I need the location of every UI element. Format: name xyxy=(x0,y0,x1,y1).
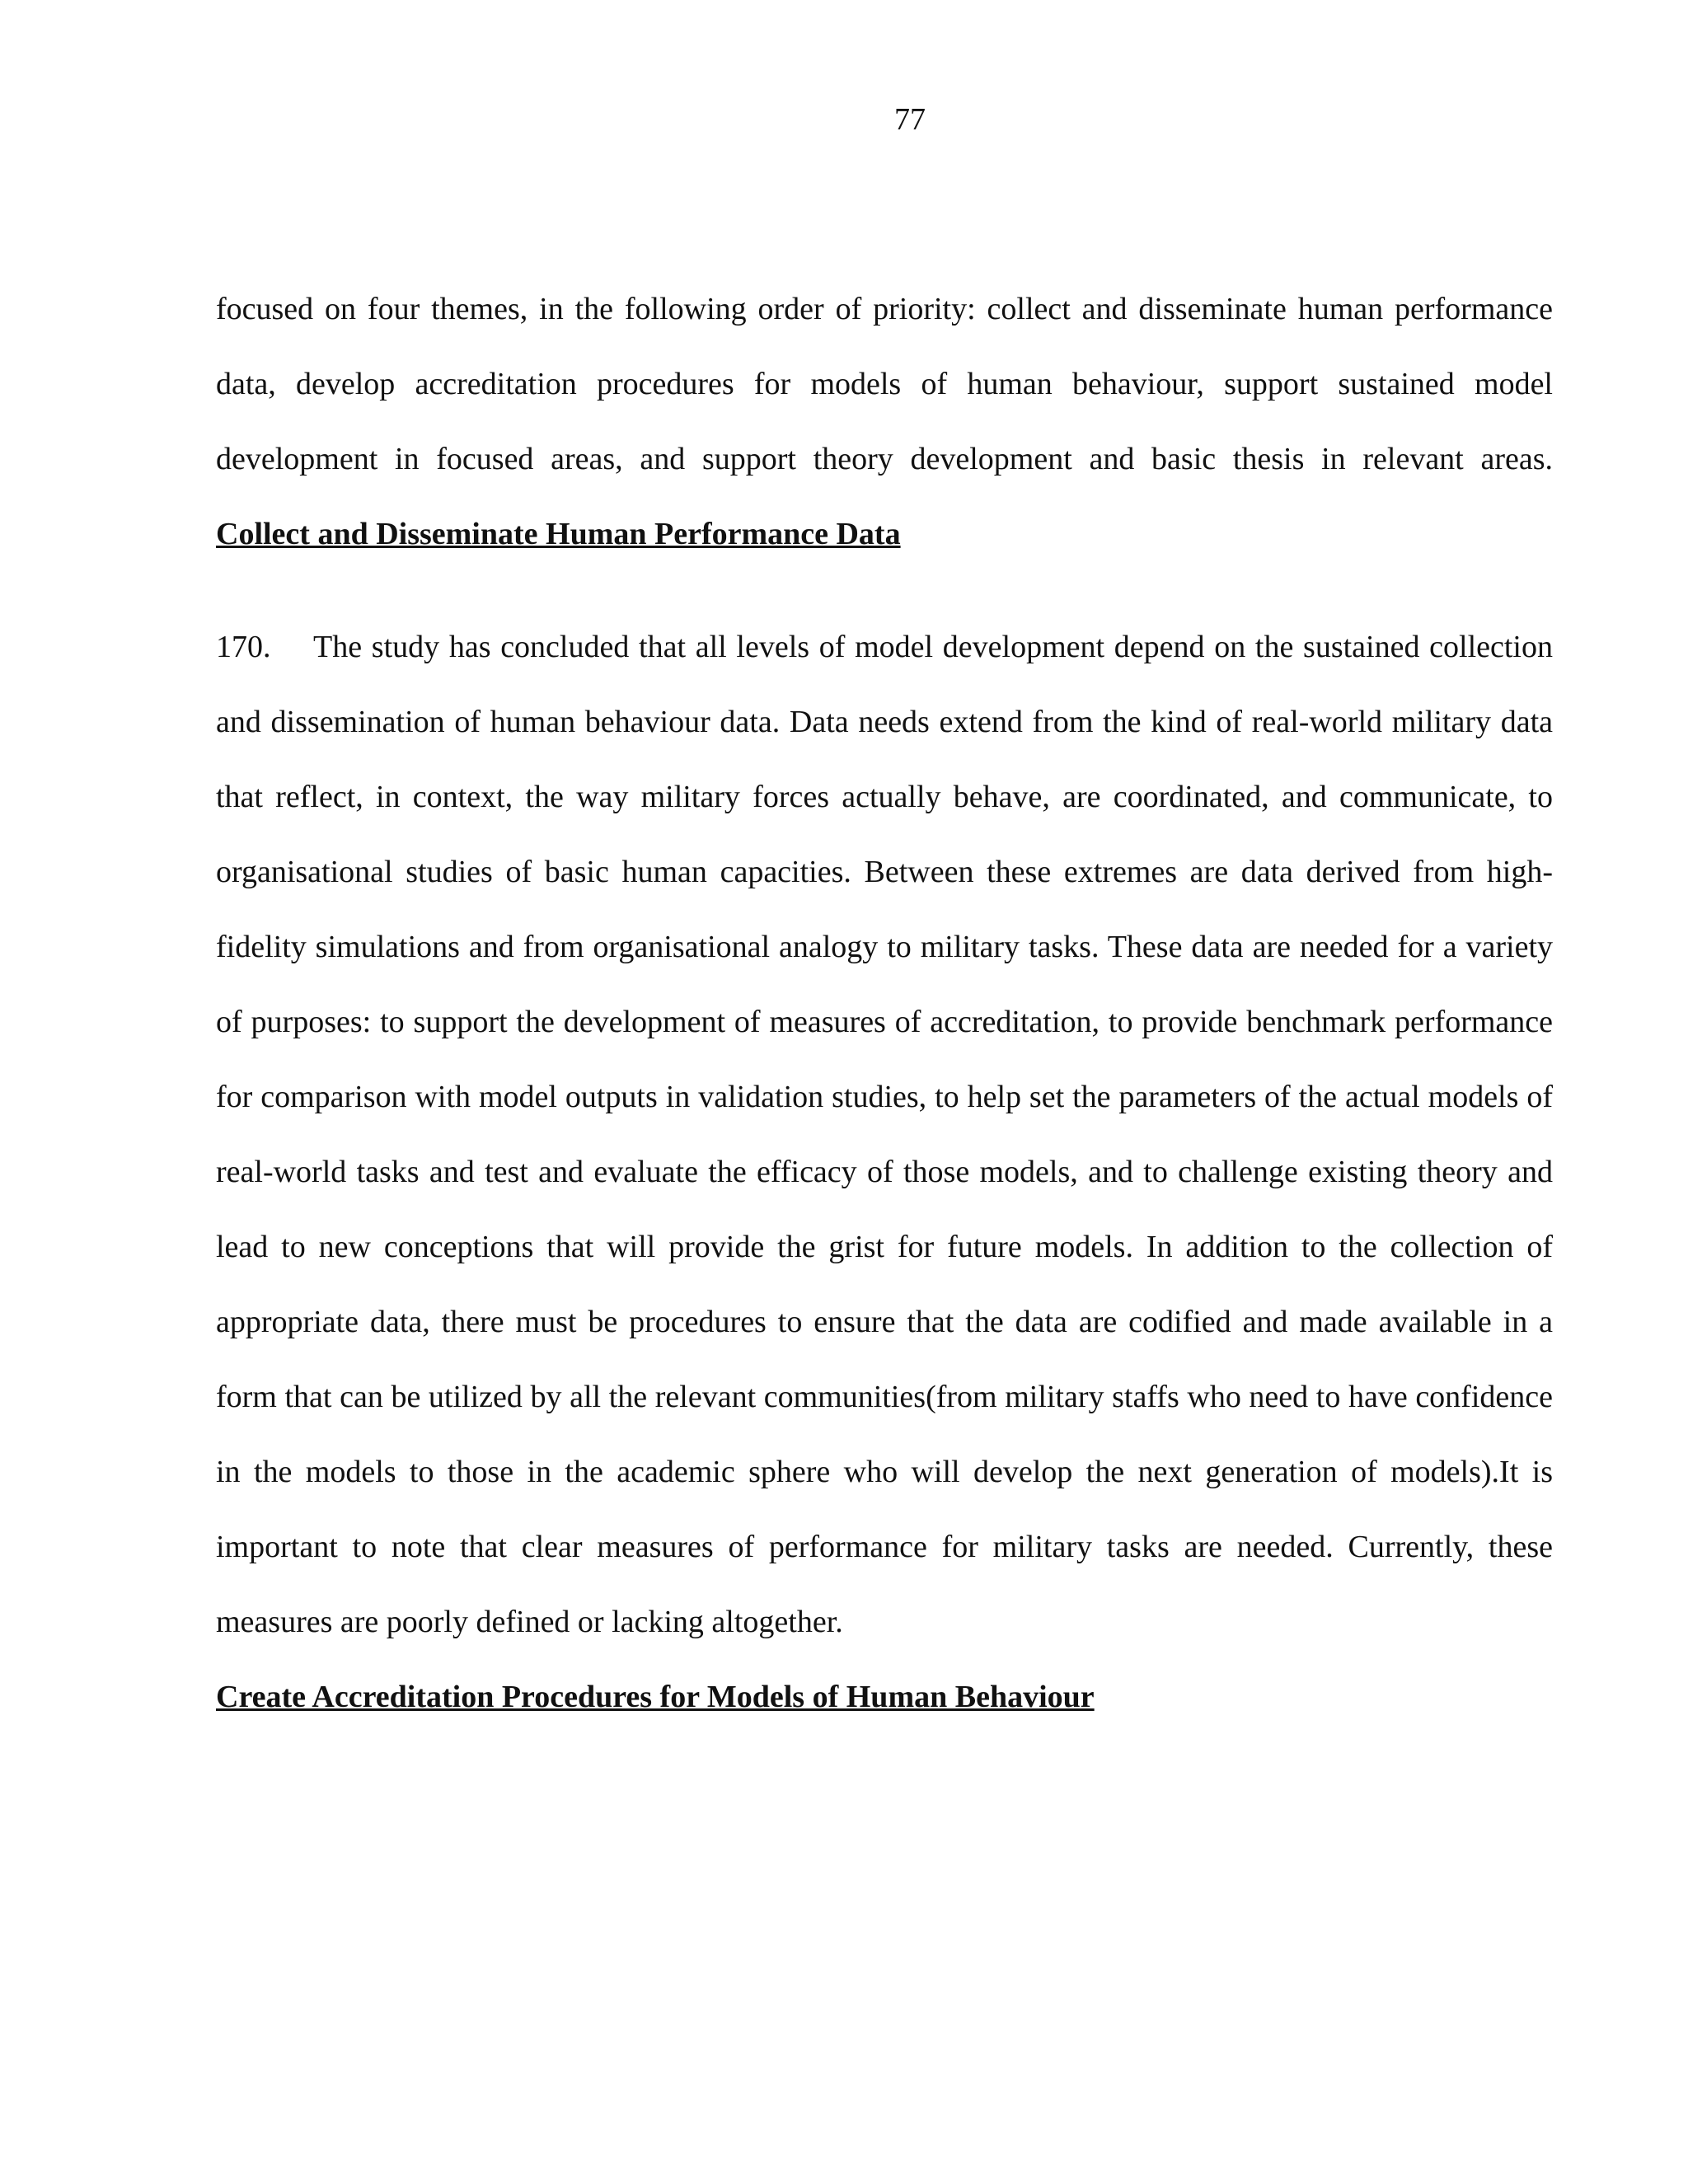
document-body xyxy=(216,272,1553,1735)
page-number: 77 xyxy=(894,102,926,137)
section-heading-accreditation: Create Accreditation Procedures for Models of Human Behaviour xyxy=(216,1680,1095,1714)
paragraph-170 xyxy=(216,610,1553,1660)
paragraph-text: The study has concluded that all levels of model development depend on the sustained collection and dissemination of human behaviour data. Data needs extend from the kind of real-world military data that reflect, in context, the way military forces actually behave, are coordinated, and communicate, to organisational studies of basic human capacities. Between these extremes are data derived from high-fidelity simulations and from organisational analogy to military tasks. These data are needed for a variety of purposes: to support the development of measures of accreditation, to provide benchmark performance for comparison with model outputs in validation studies, to help set the parameters of the actual models of real-world tasks and test and evaluate the efficacy of those models, and to challenge existing theory and lead to new conceptions that will provide the grist for future models. In addition to the collection of appropriate data, there must be procedures to ensure that the data are codified and made available in a form that can be utilized by all the relevant communities(from military staffs who need to have confidence in the models to those in the academic sphere who will develop the next generation of models).It is important to note that clear measures of performance for military tasks are needed. Currently, these measures are poorly defined or lacking altogether. xyxy=(216,630,1553,1639)
intro-paragraph: focused on four themes, in the following order of priority: collect and disseminate human performance data, develop accreditation procedures for models of human behaviour, support sustained model development in focused areas, and support theory development and basic thesis in relevant areas. xyxy=(216,292,1553,476)
section-heading-collect-data: Collect and Disseminate Human Performance Data xyxy=(216,517,901,551)
paragraph-number: 170. xyxy=(216,630,271,664)
